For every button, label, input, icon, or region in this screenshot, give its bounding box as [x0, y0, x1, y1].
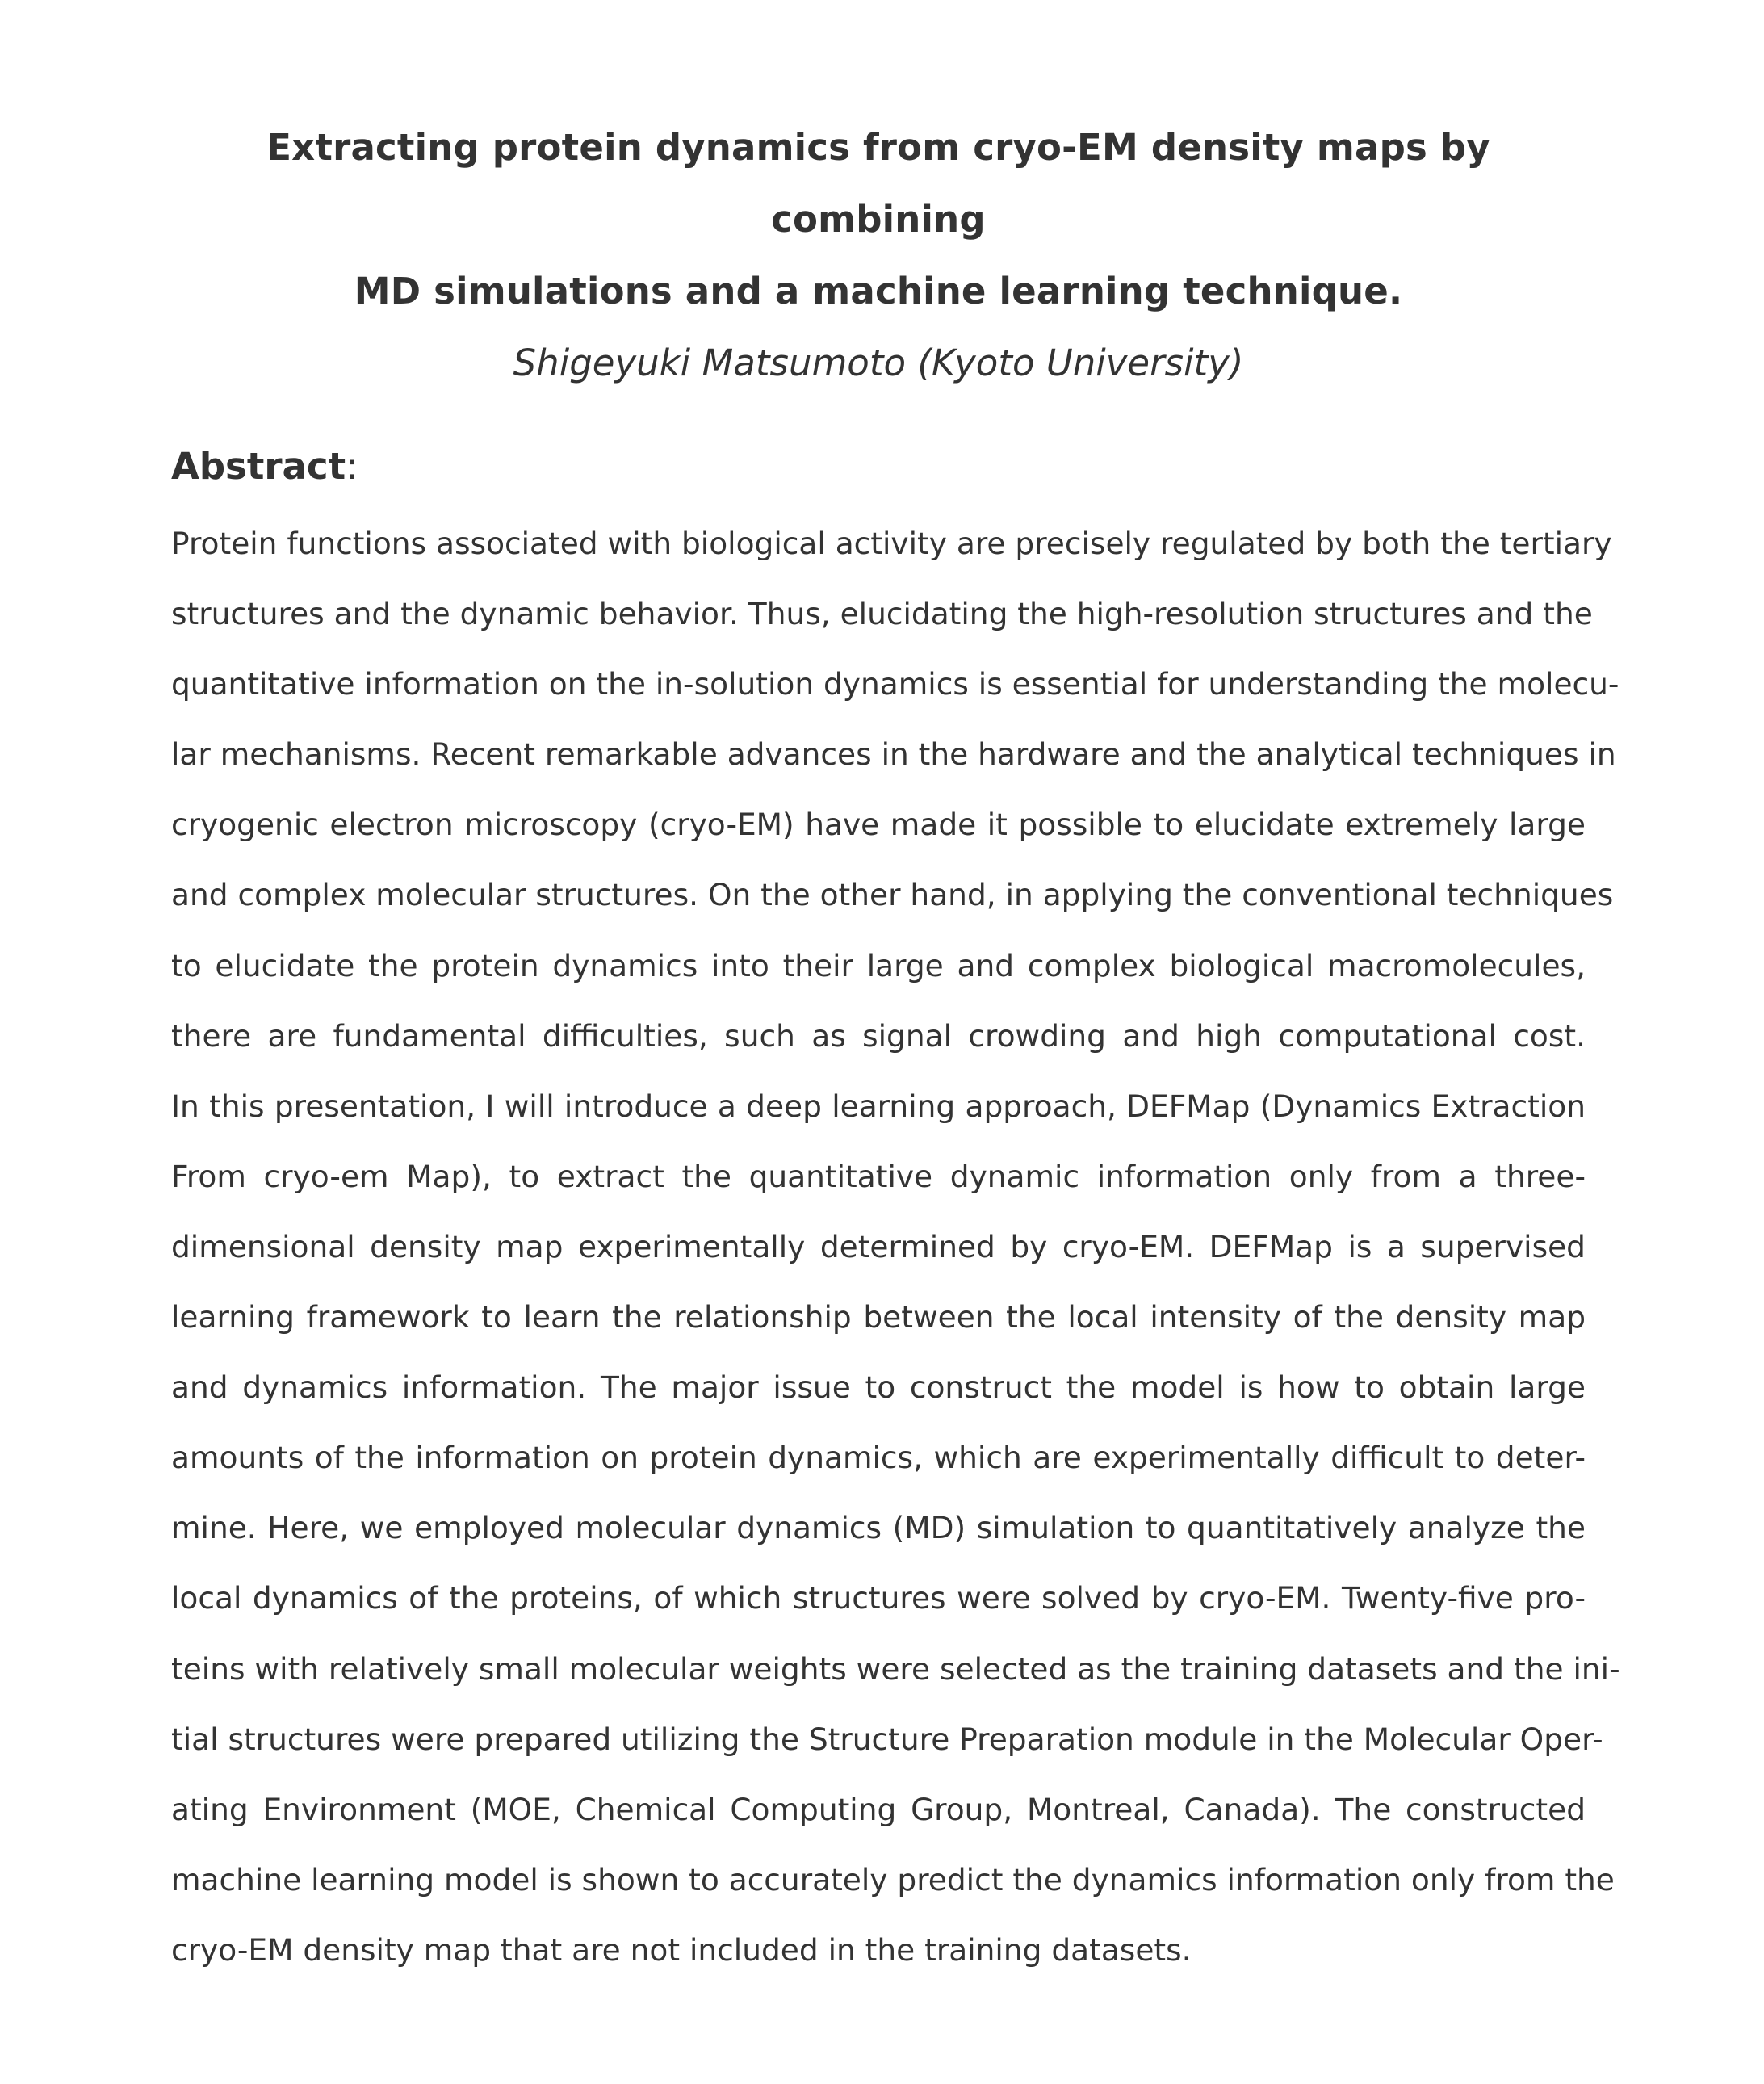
author-line: Shigeyuki Matsumoto (Kyoto University): [513, 342, 1244, 384]
abstract-line: teins with relatively small molecular weights were selected as the training datasets and the ini-: [171, 1650, 1620, 1687]
abstract-heading-colon: :: [346, 445, 358, 488]
paper-title: [171, 0, 1586, 327]
abstract-line: and dynamics information. The major issue to construct the model is how to obtain large: [171, 1369, 1586, 1406]
abstract-line: From cryo-em Map), to extract the quantitative dynamic information only from a three-: [171, 1158, 1586, 1194]
abstract-line: In this presentation, I will introduce a deep learning approach, DEFMap (Dynamics Extraction: [171, 1088, 1586, 1124]
abstract-line: mine. Here, we employed molecular dynamics (MD) simulation to quantitatively analyze the: [171, 1510, 1586, 1546]
document-page: [171, 0, 1620, 1985]
abstract-line: structures and the dynamic behavior. Thus, elucidating the high-resolution structures and the: [171, 596, 1593, 632]
abstract-line: local dynamics of the proteins, of which structures were solved by cryo-EM. Twenty-five pro-: [171, 1580, 1586, 1616]
paper-title-line-1: Extracting protein dynamics from cryo-EM density maps by combining: [266, 126, 1490, 241]
abstract-line: machine learning model is shown to accurately predict the dynamics information only from the: [171, 1861, 1615, 1897]
abstract-line: amounts of the information on protein dynamics, which are experimentally difficult to deter-: [171, 1440, 1586, 1476]
abstract-line: quantitative information on the in-solution dynamics is essential for understanding the molecu-: [171, 666, 1619, 702]
abstract-line: cryogenic electron microscopy (cryo-EM) have made it possible to elucidate extremely large: [171, 807, 1586, 843]
abstract-heading-label: Abstract: [171, 445, 346, 488]
paper-title-line-2: MD simulations and a machine learning technique.: [354, 270, 1403, 312]
abstract-line: Protein functions associated with biological activity are precisely regulated by both the tertiary: [171, 526, 1612, 561]
abstract-body: [171, 509, 1620, 1985]
abstract-heading: [171, 430, 1586, 502]
abstract-line: and complex molecular structures. On the other hand, in applying the conventional techniques: [171, 877, 1614, 913]
abstract-line: dimensional density map experimentally determined by cryo-EM. DEFMap is a supervised: [171, 1228, 1586, 1264]
abstract-line-last: cryo-EM density map that are not included in the training datasets.: [171, 1931, 1192, 1968]
abstract-line: there are fundamental difficulties, such as signal crowding and high computational cost.: [171, 1017, 1586, 1054]
abstract-line: lar mechanisms. Recent remarkable advances in the hardware and the analytical techniques in: [171, 736, 1616, 773]
abstract-line: tial structures were prepared utilizing the Structure Preparation module in the Molecular Oper-: [171, 1721, 1603, 1757]
abstract-line: ating Environment (MOE, Chemical Computing Group, Montreal, Canada). The constructed: [171, 1791, 1586, 1827]
abstract-line: learning framework to learn the relationship between the local intensity of the density map: [171, 1299, 1586, 1336]
abstract-line: to elucidate the protein dynamics into their large and complex biological macromolecules,: [171, 947, 1586, 983]
